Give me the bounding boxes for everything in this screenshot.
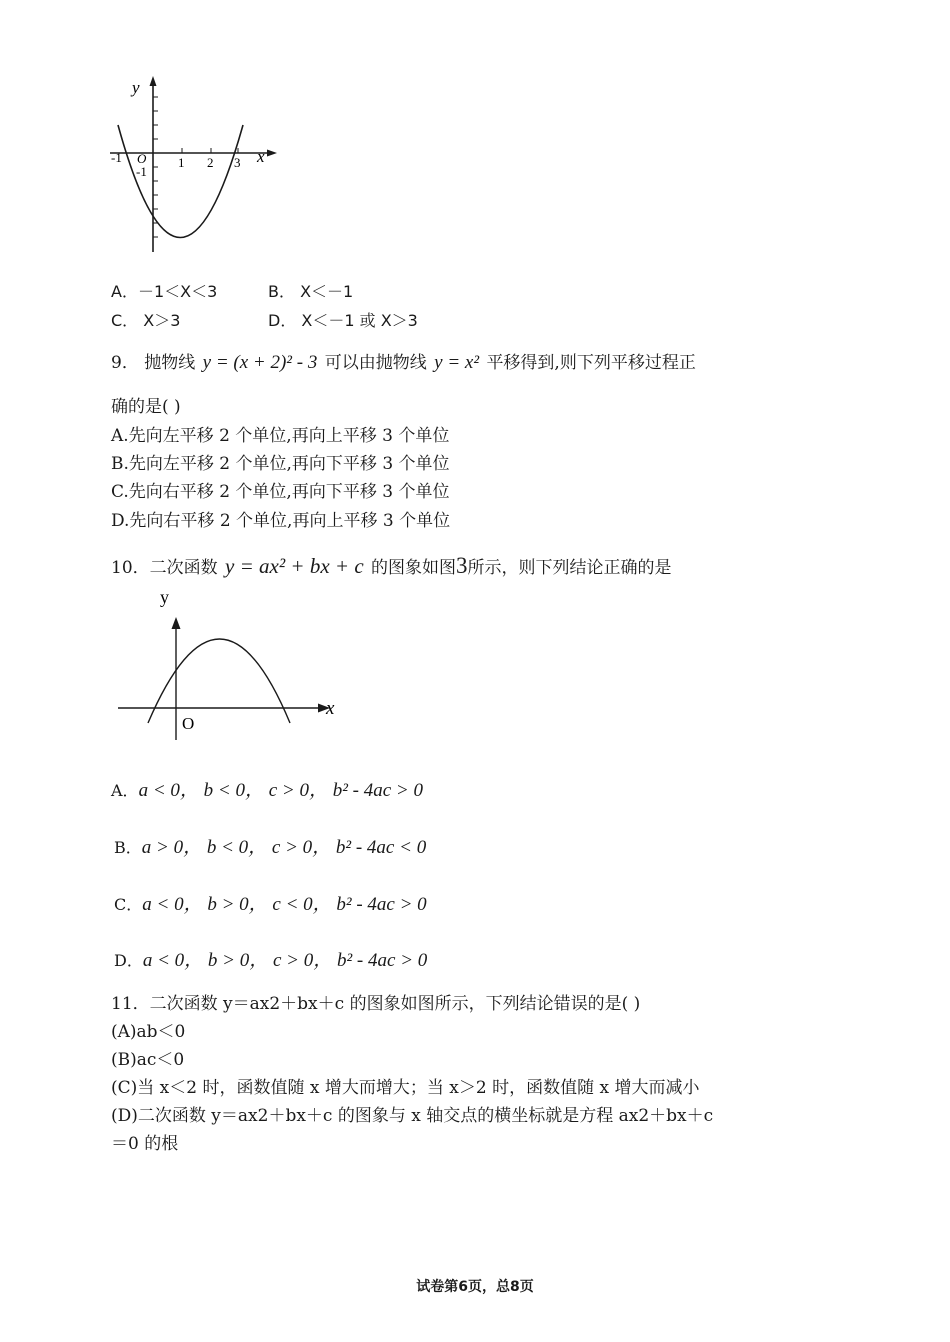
x-axis-arrow	[267, 150, 277, 157]
q11-option-d-continued: ＝0 的根	[111, 1134, 179, 1154]
option-expression: a < 0， b < 0， c > 0， b² - 4ac > 0	[138, 780, 423, 801]
parabola-graph-1	[100, 70, 290, 260]
q9-formula-base: y = x²	[434, 352, 480, 373]
q9-stem-line1	[111, 348, 696, 374]
tick-label-neg1-x: -1	[111, 150, 122, 165]
q10-prefix: 10．二次函数	[111, 558, 218, 578]
q9-option-d: D.先向右平移 2 个单位,再向上平移 3 个单位	[111, 511, 451, 531]
q11-option-d: (D)二次函数 y＝ax2＋bx＋c 的图象与 x 轴交点的横坐标就是方程 ax2＋bx＋c	[111, 1106, 714, 1126]
q11-option-c: (C)当 x＜2 时，函数值随 x 增大而增大；当 x＞2 时，函数值随 x 增大而减小	[111, 1078, 700, 1098]
tick-label-3: 3	[234, 155, 241, 170]
q9-formula-shifted: y = (x + 2)² - 3	[202, 352, 318, 373]
tick-label-neg1-y: -1	[136, 164, 147, 179]
x-axis-label: x	[257, 147, 265, 166]
q10-formula: y = ax² + bx + c	[225, 554, 364, 578]
parabola-curve	[118, 125, 243, 238]
option-expression: a < 0， b > 0， c > 0， b² - 4ac > 0	[142, 950, 428, 971]
y-axis-arrow	[150, 76, 157, 86]
tick-label-1: 1	[178, 155, 185, 170]
q8-option-b: B． X＜－1	[268, 282, 354, 301]
y-axis-label: y	[160, 587, 169, 607]
q9-prefix: 9． 抛物线	[111, 353, 196, 373]
q11-stem: 11．二次函数 y＝ax2＋bx＋c 的图象如图所示，下列结论错误的是( )	[111, 994, 641, 1014]
q9-suffix: 平移得到,则下列平移过程正	[486, 353, 696, 373]
q10-stem	[111, 553, 672, 579]
option-label: A．	[111, 781, 139, 800]
q8-option-c: C． X＞3	[111, 311, 181, 330]
q10-option-c	[114, 889, 427, 916]
q8-option-a: A．－1＜X＜3	[111, 282, 218, 301]
option-label: D．	[114, 951, 143, 970]
q9-option-b: B.先向左平移 2 个单位,再向下平移 3 个单位	[111, 454, 450, 474]
page-footer: 试卷第6页，总8页	[416, 1279, 534, 1295]
option-expression: a > 0， b < 0， c > 0， b² - 4ac < 0	[141, 837, 427, 858]
q10-suffix: 所示，则下列结论正确的是	[467, 558, 672, 578]
origin-label: O	[182, 714, 195, 733]
q9-option-c: C.先向右平移 2 个单位,再向下平移 3 个单位	[111, 482, 450, 502]
origin-label: O	[137, 151, 147, 166]
q8-option-d: D． X＜－1 或 X＞3	[268, 311, 418, 330]
q10-option-a	[111, 775, 423, 802]
parabola-curve	[148, 639, 290, 723]
y-axis-arrow	[172, 617, 181, 629]
option-expression: a < 0， b > 0， c < 0， b² - 4ac > 0	[142, 894, 427, 915]
option-label: B．	[114, 838, 142, 857]
tick-label-2: 2	[207, 155, 214, 170]
q10-middle: 的图象如图	[371, 558, 457, 578]
q11-option-a: (A)ab＜0	[111, 1022, 186, 1042]
option-label: C．	[114, 895, 143, 914]
q9-middle: 可以由抛物线	[324, 353, 427, 373]
q11-option-b: (B)ac＜0	[111, 1050, 185, 1070]
q10-figure-number: 3	[456, 553, 468, 578]
q9-option-a: A.先向左平移 2 个单位,再向上平移 3 个单位	[111, 426, 450, 446]
q9-stem-line2: 确的是( )	[111, 397, 181, 417]
q10-option-d	[114, 945, 427, 972]
x-axis-label: x	[326, 698, 335, 719]
y-axis-label: y	[132, 78, 140, 97]
q10-option-b	[114, 832, 426, 859]
parabola-graph-2	[110, 585, 350, 745]
